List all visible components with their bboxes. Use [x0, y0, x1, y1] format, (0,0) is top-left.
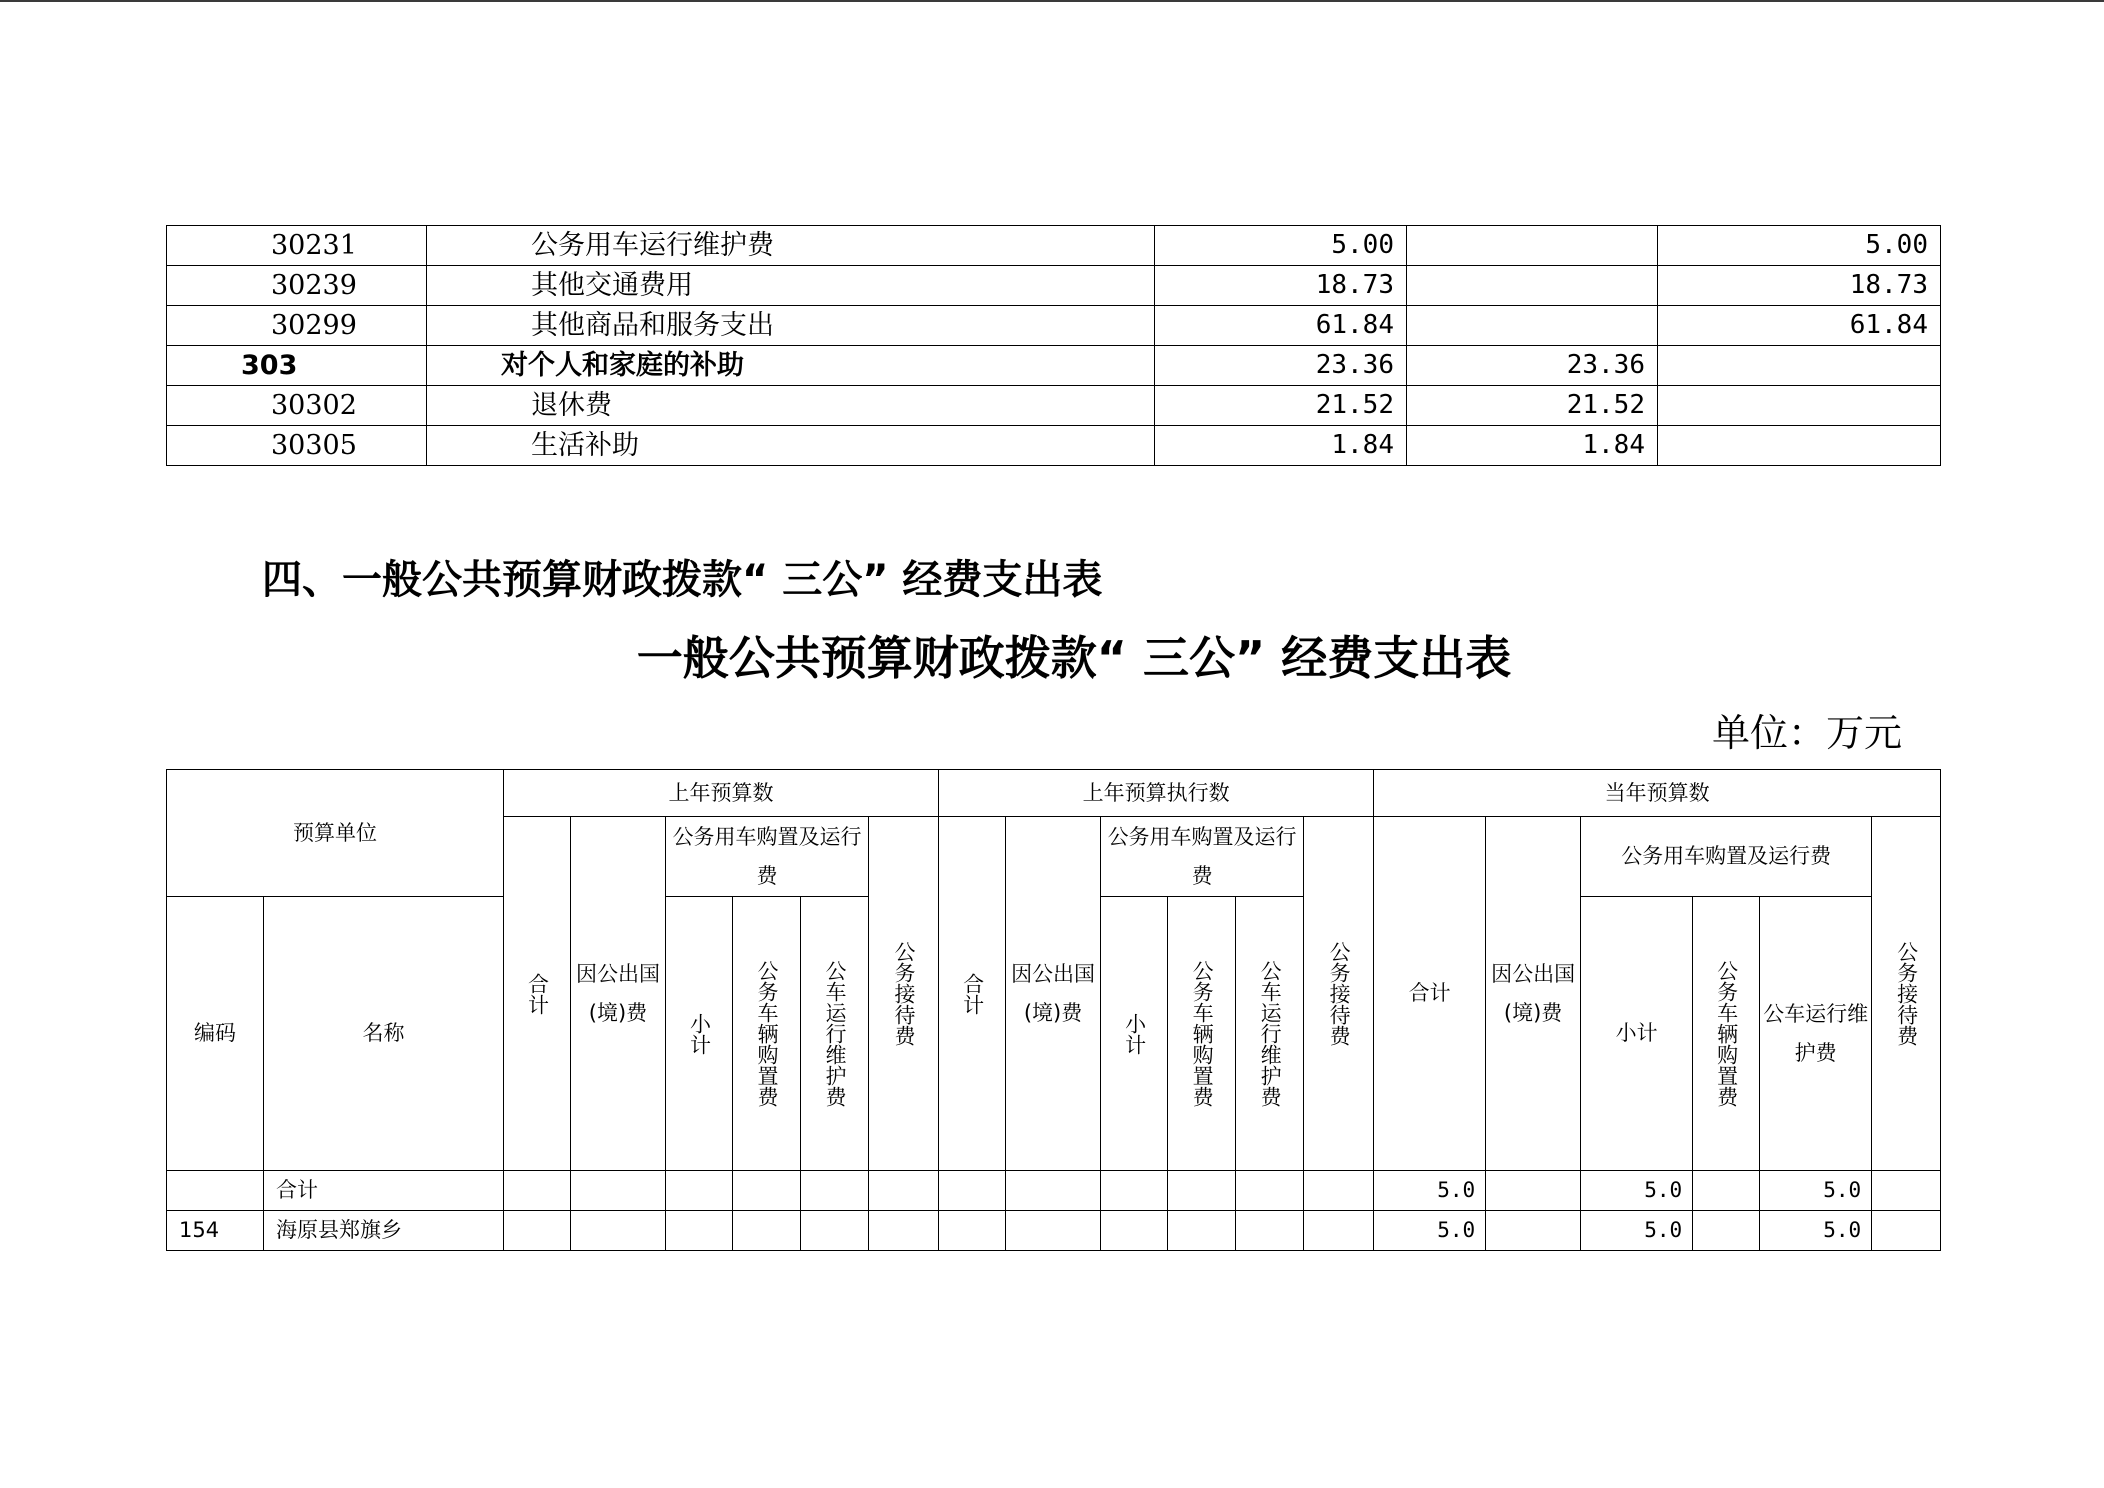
- row-empty-cell: [1236, 1171, 1304, 1211]
- row-cur-abroad-cell: [1486, 1171, 1581, 1211]
- detail-code-cell: 30299: [167, 306, 427, 346]
- row-cur-subtotal-cell: 5.0: [1581, 1171, 1693, 1211]
- detail-project-cell: 5.00: [1658, 226, 1941, 266]
- row-empty-cell: [504, 1171, 571, 1211]
- row-code-cell: [167, 1171, 264, 1211]
- detail-name-cell: 退休费: [427, 386, 1155, 426]
- row-cur-purchase-cell: [1693, 1211, 1760, 1251]
- row-empty-cell: [733, 1171, 801, 1211]
- row-empty-cell: [1168, 1211, 1236, 1251]
- row-cur-operation-cell: 5.0: [1760, 1211, 1872, 1251]
- detail-total-cell: 18.73: [1155, 266, 1407, 306]
- table-title: 一般公共预算财政拨款“ 三公” 经费支出表: [636, 631, 1512, 685]
- detail-row: [167, 346, 1941, 386]
- header-prev-budget: 上年预算数: [504, 770, 939, 817]
- row-empty-cell: [869, 1211, 939, 1251]
- detail-code-cell: 303: [167, 346, 427, 386]
- header-exec-reception: 公务接待费: [1304, 817, 1374, 1171]
- header-prev-reception: 公务接待费: [869, 817, 939, 1171]
- detail-name-cell: 对个人和家庭的补助: [427, 346, 1155, 386]
- row-empty-cell: [1304, 1171, 1374, 1211]
- row-cur-operation-cell: 5.0: [1760, 1171, 1872, 1211]
- header-exec-operation: 公车运行维护费: [1236, 897, 1304, 1171]
- detail-name-cell: 其他交通费用: [427, 266, 1155, 306]
- three-public-expenses-table: [166, 769, 1941, 1251]
- row-empty-cell: [571, 1171, 666, 1211]
- row-name-cell: 海原县郑旗乡: [264, 1211, 504, 1251]
- detail-total-cell: 5.00: [1155, 226, 1407, 266]
- detail-project-cell: [1658, 386, 1941, 426]
- detail-basic-cell: 23.36: [1407, 346, 1658, 386]
- header-prev-total: 合计: [504, 817, 571, 1171]
- header-prev-abroad: 因公出国(境)费: [571, 817, 666, 1171]
- row-cur-abroad-cell: [1486, 1211, 1581, 1251]
- row-empty-cell: [666, 1211, 733, 1251]
- row-cur-total-cell: 5.0: [1374, 1171, 1486, 1211]
- detail-code-cell: 30302: [167, 386, 427, 426]
- three-public-row: [167, 1171, 1941, 1211]
- header-prev-operation: 公车运行维护费: [801, 897, 869, 1171]
- header-cur-vehicle: 公务用车购置及运行费: [1581, 817, 1872, 897]
- row-empty-cell: [571, 1211, 666, 1251]
- row-empty-cell: [1168, 1171, 1236, 1211]
- detail-basic-cell: 1.84: [1407, 426, 1658, 466]
- row-empty-cell: [801, 1211, 869, 1251]
- header-prev-purchase: 公务车辆购置费: [733, 897, 801, 1171]
- detail-row: [167, 266, 1941, 306]
- header-prev-vehicle: 公务用车购置及运行费: [666, 817, 869, 897]
- detail-total-cell: 1.84: [1155, 426, 1407, 466]
- row-empty-cell: [801, 1171, 869, 1211]
- header-exec-subtotal: 小计: [1101, 897, 1168, 1171]
- detail-basic-cell: 21.52: [1407, 386, 1658, 426]
- header-code: 编码: [167, 897, 264, 1171]
- detail-code-cell: 30231: [167, 226, 427, 266]
- row-cur-reception-cell: [1872, 1211, 1941, 1251]
- detail-total-cell: 21.52: [1155, 386, 1407, 426]
- detail-project-cell: [1658, 346, 1941, 386]
- header-name: 名称: [264, 897, 504, 1171]
- detail-basic-cell: [1407, 266, 1658, 306]
- detail-total-cell: 61.84: [1155, 306, 1407, 346]
- header-current-budget: 当年预算数: [1374, 770, 1941, 817]
- section-heading: 四、一般公共预算财政拨款“ 三公” 经费支出表: [262, 557, 1103, 603]
- row-cur-subtotal-cell: 5.0: [1581, 1211, 1693, 1251]
- header-cur-operation: 公车运行维护费: [1760, 897, 1872, 1171]
- detail-basic-cell: [1407, 306, 1658, 346]
- detail-project-cell: [1658, 426, 1941, 466]
- header-prev-subtotal: 小计: [666, 897, 733, 1171]
- header-budget-unit: 预算单位: [167, 770, 504, 897]
- detail-code-cell: 30305: [167, 426, 427, 466]
- row-code-cell: 154: [167, 1211, 264, 1251]
- detail-row: [167, 226, 1941, 266]
- row-name-cell: 合计: [264, 1171, 504, 1211]
- row-cur-total-cell: 5.0: [1374, 1211, 1486, 1251]
- row-empty-cell: [939, 1171, 1006, 1211]
- three-public-row: [167, 1211, 1941, 1251]
- row-empty-cell: [1101, 1211, 1168, 1251]
- detail-name-cell: 生活补助: [427, 426, 1155, 466]
- row-cur-purchase-cell: [1693, 1171, 1760, 1211]
- row-empty-cell: [1236, 1211, 1304, 1251]
- row-empty-cell: [666, 1171, 733, 1211]
- header-cur-purchase: 公务车辆购置费: [1693, 897, 1760, 1171]
- detail-project-cell: 61.84: [1658, 306, 1941, 346]
- detail-project-cell: 18.73: [1658, 266, 1941, 306]
- row-empty-cell: [1101, 1171, 1168, 1211]
- row-empty-cell: [504, 1211, 571, 1251]
- header-prev-exec: 上年预算执行数: [939, 770, 1374, 817]
- header-cur-total: 合计: [1374, 817, 1486, 1171]
- page-top-border: [0, 0, 2104, 2]
- header-exec-abroad: 因公出国(境)费: [1006, 817, 1101, 1171]
- row-empty-cell: [1304, 1211, 1374, 1251]
- row-empty-cell: [869, 1171, 939, 1211]
- detail-basic-cell: [1407, 226, 1658, 266]
- header-cur-abroad: 因公出国(境)费: [1486, 817, 1581, 1171]
- row-empty-cell: [1006, 1211, 1101, 1251]
- detail-row: [167, 306, 1941, 346]
- row-empty-cell: [939, 1211, 1006, 1251]
- detail-code-cell: 30239: [167, 266, 427, 306]
- detail-name-cell: 公务用车运行维护费: [427, 226, 1155, 266]
- detail-row: [167, 426, 1941, 466]
- header-exec-vehicle: 公务用车购置及运行费: [1101, 817, 1304, 897]
- detail-name-cell: 其他商品和服务支出: [427, 306, 1155, 346]
- row-cur-reception-cell: [1872, 1171, 1941, 1211]
- row-empty-cell: [1006, 1171, 1101, 1211]
- header-cur-subtotal: 小计: [1581, 897, 1693, 1171]
- detail-row: [167, 386, 1941, 426]
- unit-label: 单位：万元: [1711, 711, 1902, 755]
- expenditure-detail-table: [166, 225, 1941, 466]
- row-empty-cell: [733, 1211, 801, 1251]
- header-exec-total: 合计: [939, 817, 1006, 1171]
- header-exec-purchase: 公务车辆购置费: [1168, 897, 1236, 1171]
- header-cur-reception: 公务接待费: [1872, 817, 1941, 1171]
- detail-total-cell: 23.36: [1155, 346, 1407, 386]
